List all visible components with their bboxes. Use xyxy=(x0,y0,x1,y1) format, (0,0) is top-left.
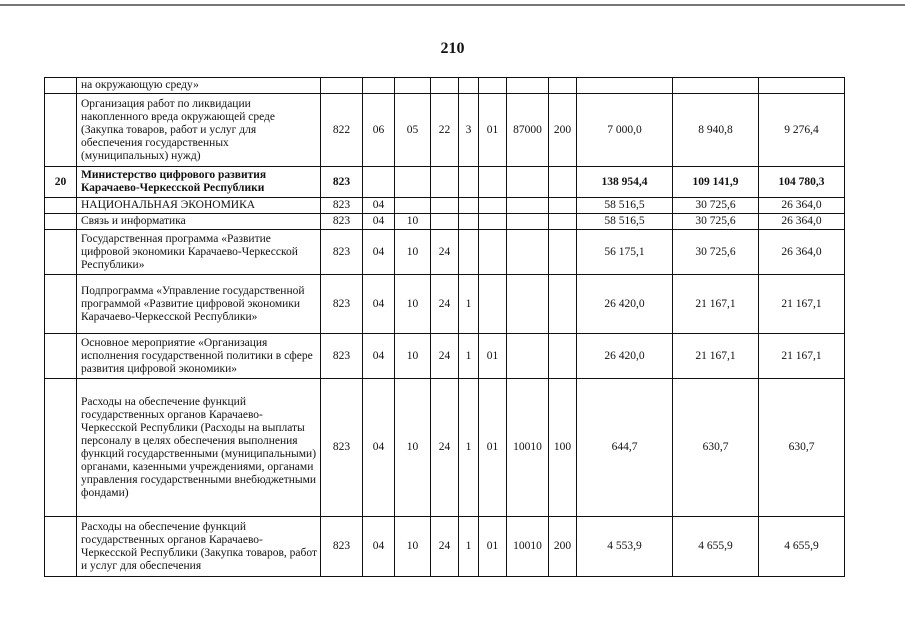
code-subsection: 05 xyxy=(395,94,431,167)
page-top-border xyxy=(0,4,905,6)
row-description: Расходы на обеспечение функций государственных органов Карачаево-Черкесской Республики (Закупка товаров, работ и услуг для обеспечения xyxy=(77,517,321,577)
row-number xyxy=(45,78,77,94)
code-subprogram: 3 xyxy=(459,94,479,167)
code-section: 04 xyxy=(363,379,395,517)
amount-1: 4 553,9 xyxy=(577,517,673,577)
code-subsection: 10 xyxy=(395,334,431,379)
amount-3: 26 364,0 xyxy=(759,214,845,230)
code-event xyxy=(479,275,507,334)
row-description: Подпрограмма «Управление государственной программой «Развитие цифровой экономики Карачаево-Черкесской Республики» xyxy=(77,275,321,334)
code-expense-type xyxy=(549,198,577,214)
code-direction xyxy=(507,230,549,275)
code-event: 01 xyxy=(479,334,507,379)
row-number xyxy=(45,334,77,379)
code-program xyxy=(431,167,459,198)
code-subprogram: 1 xyxy=(459,334,479,379)
budget-table xyxy=(44,77,845,577)
table-row xyxy=(45,214,845,230)
amount-1: 56 175,1 xyxy=(577,230,673,275)
code-event: 01 xyxy=(479,379,507,517)
code-subsection: 10 xyxy=(395,275,431,334)
code-section: 04 xyxy=(363,198,395,214)
table-row xyxy=(45,94,845,167)
code-ved: 823 xyxy=(321,214,363,230)
code-direction xyxy=(507,214,549,230)
code-event: 01 xyxy=(479,517,507,577)
code-ved: 823 xyxy=(321,198,363,214)
code-program xyxy=(431,214,459,230)
row-description: Организация работ по ликвидации накопленного вреда окружающей среде (Закупка товаров, работ и услуг для обеспечения государственных (муниципальных) нужд) xyxy=(77,94,321,167)
code-section: 04 xyxy=(363,334,395,379)
code-event xyxy=(479,198,507,214)
code-direction xyxy=(507,334,549,379)
code-subprogram xyxy=(459,78,479,94)
amount-3: 26 364,0 xyxy=(759,198,845,214)
amount-1: 7 000,0 xyxy=(577,94,673,167)
code-section: 04 xyxy=(363,517,395,577)
table-row xyxy=(45,334,845,379)
code-ved: 823 xyxy=(321,167,363,198)
amount-3: 104 780,3 xyxy=(759,167,845,198)
row-number xyxy=(45,94,77,167)
code-direction xyxy=(507,275,549,334)
amount-1: 138 954,4 xyxy=(577,167,673,198)
amount-3: 4 655,9 xyxy=(759,517,845,577)
code-ved xyxy=(321,78,363,94)
row-number xyxy=(45,230,77,275)
table-row xyxy=(45,379,845,517)
code-expense-type: 200 xyxy=(549,94,577,167)
code-expense-type xyxy=(549,78,577,94)
code-ved: 823 xyxy=(321,334,363,379)
code-subsection xyxy=(395,78,431,94)
row-description: Расходы на обеспечение функций государственных органов Карачаево-Черкесской Республики (Расходы на выплаты персоналу в целях обеспечения выполнения функций государственными (муниципальными) органами, казенными учреждениями, органами управления государственными внебюджетными фондами) xyxy=(77,379,321,517)
code-subsection: 10 xyxy=(395,214,431,230)
code-direction: 10010 xyxy=(507,517,549,577)
code-subprogram xyxy=(459,214,479,230)
code-subsection xyxy=(395,198,431,214)
amount-2: 109 141,9 xyxy=(673,167,759,198)
amount-3: 21 167,1 xyxy=(759,334,845,379)
row-description: Основное мероприятие «Организация исполнения государственной политики в сфере развития цифровой экономики» xyxy=(77,334,321,379)
row-number: 20 xyxy=(45,167,77,198)
row-number xyxy=(45,517,77,577)
code-expense-type xyxy=(549,167,577,198)
amount-2: 30 725,6 xyxy=(673,230,759,275)
code-program: 24 xyxy=(431,230,459,275)
amount-1: 26 420,0 xyxy=(577,275,673,334)
row-description: на окружающую среду» xyxy=(77,78,321,94)
code-direction xyxy=(507,167,549,198)
code-event xyxy=(479,167,507,198)
amount-3 xyxy=(759,78,845,94)
row-number xyxy=(45,275,77,334)
amount-2 xyxy=(673,78,759,94)
code-program: 22 xyxy=(431,94,459,167)
code-event xyxy=(479,230,507,275)
code-expense-type: 100 xyxy=(549,379,577,517)
code-section: 06 xyxy=(363,94,395,167)
code-event xyxy=(479,78,507,94)
amount-2: 4 655,9 xyxy=(673,517,759,577)
code-direction xyxy=(507,78,549,94)
amount-1: 644,7 xyxy=(577,379,673,517)
table-row xyxy=(45,167,845,198)
row-number xyxy=(45,379,77,517)
code-program xyxy=(431,78,459,94)
row-number xyxy=(45,214,77,230)
amount-1: 58 516,5 xyxy=(577,198,673,214)
code-subprogram xyxy=(459,230,479,275)
code-event xyxy=(479,214,507,230)
code-section: 04 xyxy=(363,275,395,334)
code-expense-type xyxy=(549,275,577,334)
code-expense-type xyxy=(549,230,577,275)
code-subprogram: 1 xyxy=(459,517,479,577)
code-direction: 10010 xyxy=(507,379,549,517)
amount-3: 9 276,4 xyxy=(759,94,845,167)
code-section: 04 xyxy=(363,230,395,275)
amount-1 xyxy=(577,78,673,94)
code-program: 24 xyxy=(431,334,459,379)
table-row xyxy=(45,517,845,577)
row-description: НАЦИОНАЛЬНАЯ ЭКОНОМИКА xyxy=(77,198,321,214)
code-subsection xyxy=(395,167,431,198)
code-program xyxy=(431,198,459,214)
amount-1: 26 420,0 xyxy=(577,334,673,379)
table-row xyxy=(45,275,845,334)
page-number: 210 xyxy=(440,40,465,57)
code-ved: 823 xyxy=(321,230,363,275)
code-subprogram: 1 xyxy=(459,275,479,334)
row-description: Министерство цифрового развития Карачаево-Черкесской Республики xyxy=(77,167,321,198)
code-program: 24 xyxy=(431,517,459,577)
amount-3: 21 167,1 xyxy=(759,275,845,334)
amount-2: 21 167,1 xyxy=(673,275,759,334)
amount-2: 30 725,6 xyxy=(673,214,759,230)
amount-3: 630,7 xyxy=(759,379,845,517)
table-row xyxy=(45,230,845,275)
amount-2: 21 167,1 xyxy=(673,334,759,379)
code-expense-type: 200 xyxy=(549,517,577,577)
code-section xyxy=(363,167,395,198)
table-row xyxy=(45,198,845,214)
code-subprogram: 1 xyxy=(459,379,479,517)
amount-2: 8 940,8 xyxy=(673,94,759,167)
code-direction xyxy=(507,198,549,214)
code-program: 24 xyxy=(431,275,459,334)
code-ved: 823 xyxy=(321,275,363,334)
code-ved: 822 xyxy=(321,94,363,167)
code-subsection: 10 xyxy=(395,517,431,577)
row-description: Государственная программа «Развитие цифровой экономики Карачаево-Черкесской Республики» xyxy=(77,230,321,275)
code-direction: 87000 xyxy=(507,94,549,167)
code-section xyxy=(363,78,395,94)
amount-2: 30 725,6 xyxy=(673,198,759,214)
code-expense-type xyxy=(549,214,577,230)
code-subprogram xyxy=(459,198,479,214)
row-number xyxy=(45,198,77,214)
code-ved: 823 xyxy=(321,517,363,577)
amount-3: 26 364,0 xyxy=(759,230,845,275)
code-expense-type xyxy=(549,334,577,379)
code-section: 04 xyxy=(363,214,395,230)
code-subprogram xyxy=(459,167,479,198)
code-event: 01 xyxy=(479,94,507,167)
row-description: Связь и информатика xyxy=(77,214,321,230)
code-program: 24 xyxy=(431,379,459,517)
code-subsection: 10 xyxy=(395,379,431,517)
table-row xyxy=(45,78,845,94)
amount-2: 630,7 xyxy=(673,379,759,517)
amount-1: 58 516,5 xyxy=(577,214,673,230)
code-subsection: 10 xyxy=(395,230,431,275)
code-ved: 823 xyxy=(321,379,363,517)
